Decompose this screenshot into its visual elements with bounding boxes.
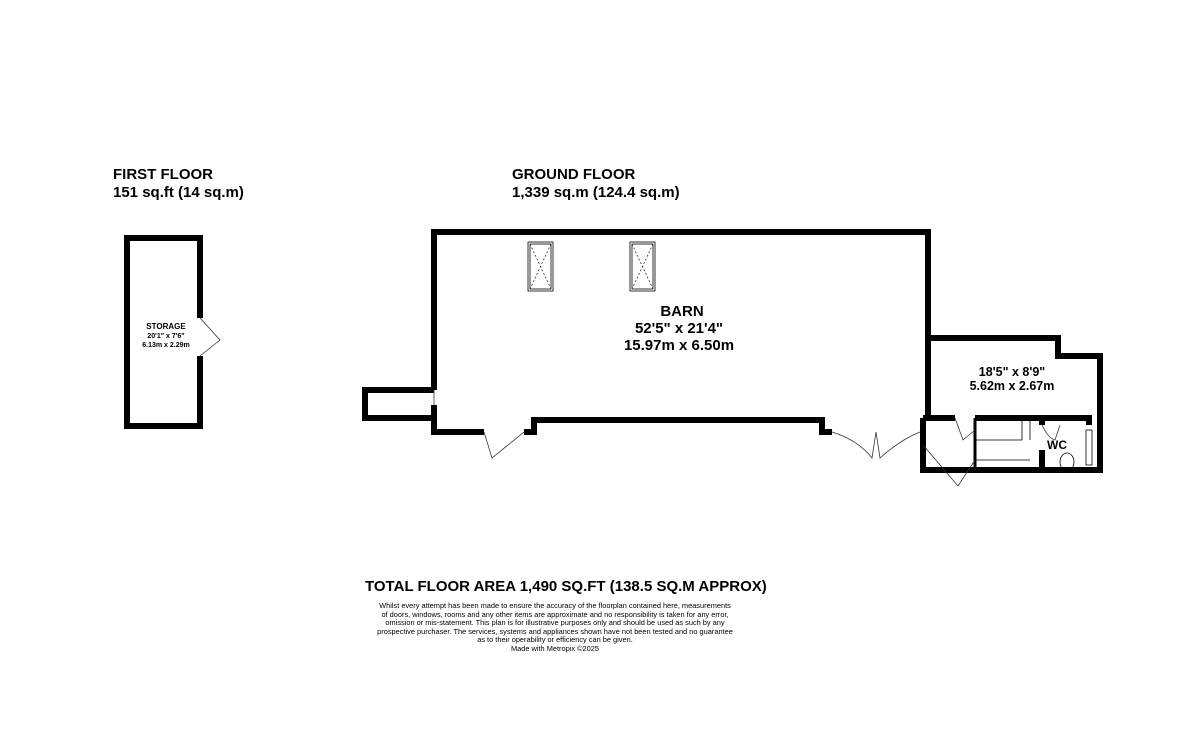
disclaimer-credit: Made with Metropix ©2025 [510,643,600,653]
barn-west-bay [365,390,434,418]
annex-metric: 5.62m x 2.67m [969,379,1055,393]
barn-south-wall [524,420,832,432]
barn-metric: 15.97m x 6.50m [623,337,735,354]
total-floor-area: TOTAL FLOOR AREA 1,490 SQ.FT (138.5 SQ.M APPROX) [365,578,767,595]
first-floor-title: FIRST FLOOR [113,166,213,183]
ground-floor-title: GROUND FLOOR [512,166,636,183]
barn-sw-wall [434,405,484,432]
storage-name: STORAGE [146,322,186,331]
rooflight-1 [528,242,553,291]
disclaimer-line: as to their operability or efficiency can be given. [477,635,633,644]
barn-room [365,232,928,458]
barn-front-door [484,432,524,458]
lobby-door [955,418,975,440]
cupboard-outline [975,418,1030,440]
barn-imperial: 52'5" x 21'4" [634,320,724,337]
barn-name: BARN [660,303,704,320]
barn-double-doors [832,432,920,458]
annex-imperial: 18'5" x 8'9" [978,365,1046,379]
storage-walls [127,238,200,426]
basin-icon [1086,430,1092,465]
annex-inner-wall-2 [975,418,1089,425]
storage-imperial: 20'1" x 7'6" [147,333,185,340]
side-door [923,445,975,486]
disclaimer-line: prospective purchaser. The services, systems and appliances shown have not been tested and no guarantee [377,626,733,636]
first-floor-area: 151 sq.ft (14 sq.m) [113,184,244,201]
storage-door [200,318,220,356]
rooflight-2 [630,242,655,291]
disclaimer-line: of doors, windows, rooms and any other items are approximate and no responsibility is taken for any error, [381,609,729,619]
disclaimer-line: Whilst every attempt has been made to ensure the accuracy of the floorplan contained here, measurements [379,601,731,610]
storage-room [127,238,220,426]
disclaimer [360,602,750,653]
wc-name: WC [1047,438,1067,452]
annex-room [923,338,1100,486]
ground-floor-area: 1,339 sq.m (124.4 sq.m) [512,184,680,201]
annex-walls [923,338,1100,470]
storage-metric: 6.13m x 2.29m [142,342,190,349]
disclaimer-line: omission or mis-statement. This plan is for illustrative purposes only and should be used as such by any [385,618,725,627]
